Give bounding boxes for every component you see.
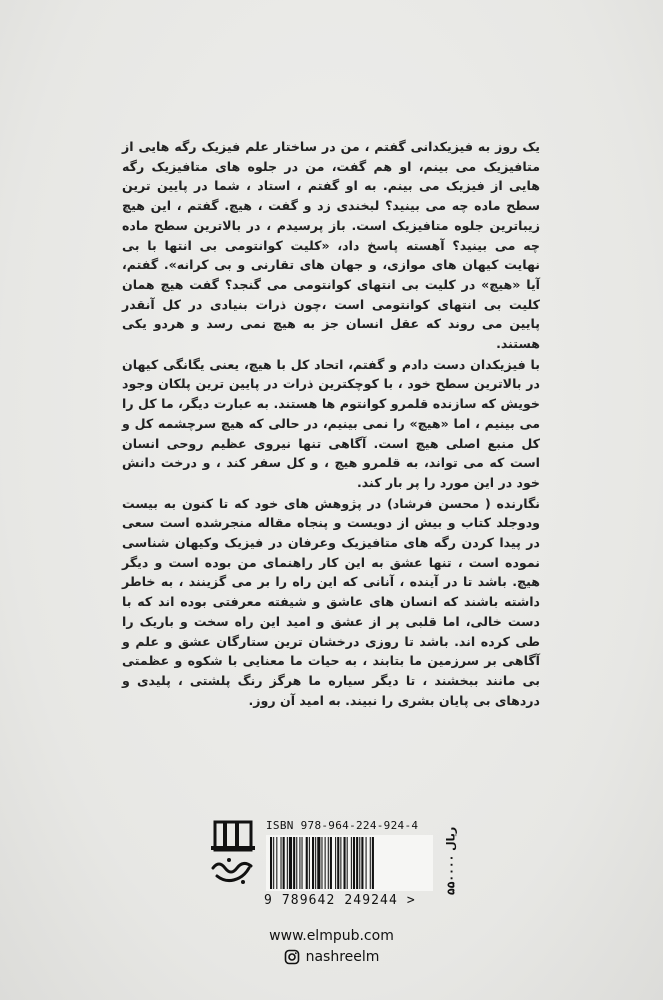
barcode-bar bbox=[287, 837, 288, 889]
barcode-bar bbox=[283, 837, 285, 889]
barcode-bar bbox=[366, 837, 367, 889]
barcode-bar bbox=[328, 837, 329, 889]
barcode-bar bbox=[347, 837, 348, 889]
barcode-bar bbox=[335, 837, 336, 889]
barcode-bar bbox=[372, 837, 374, 889]
paragraph-2: با فیزیکدان دست دادم و گفتم، اتحاد کل با هیچ، یعنی یگانگی کیهان در بالاترین سطح خود ، با کوچکترین ذرات در پایین ترین پلکان وجود خویش که سازنده قلمرو کوانتوم ها هستند. به عبارت دیگر، ما کل را می بینیم ، اما «هیچ» را نمی بینیم، در حالی که هیچ سرچشمه کل و کل منبع اصلی هیچ است. آگاهی تنها نیروی عظیم روحی انسان است که می تواند، به قلمرو هیچ ، و کل سفر کند ، و درخت دانش خود در این مورد را پر بار کند. bbox=[122, 356, 540, 490]
instagram-name: nashreelm bbox=[305, 949, 380, 965]
paragraph-1: یک روز به فیزیکدانی گفتم ، من در ساختار علم فیزیک رگه هایی از متافیزیک می بینم، او هم گفت، من در جلوه های متافیزیک رگه هایی از فیزیک می بینم. به او گفتم ، استاد ، شما در پایین ترین سطح ماده چه می بینید؟ لبخندی زد و گفت ، هیچ. گفتم ، این هیچ زیباترین جلوه متافیزیک است. باز پرسیدم ، در بالاترین سطح ماده چه می بینید؟ آهسته پاسخ داد، «کلیت کوانتومی بی انتها با بی نهایت کیهان های موازی، و جهان های تقارنی و بی کرانه». گفتم، آیا «هیچ» در کلیت بی انتهای کوانتومی می گنجد؟ گفت هیچ همان کلیت بی انتهای کوانتومی است ،چون ذرات بنیادی در کل آنقدر پایین می روند که عقل انسان جز به هیچ نمی رسد و هردو یکی هستند. bbox=[122, 139, 540, 352]
paragraph-3: نگارنده ( محسن فرشاد) در پژوهش های خود که تا کنون به بیست ودوجلد کتاب و بیش از دویست و پنجاه مقاله منجرشده است سعی در پیدا کردن رگه های متافیزیک وعرفان در فیزیک وکیهان شناسی نموده است ، تنها عشق به این کار راهنمای من بوده است و دیگر هیچ. باشد تا در آینده ، آنانی که این راه را بر می گزینند ، به خاطر داشته باشند که انسان های عاشق و شیفته معرفتی بوده اند که با دست خالی، اما قلبی پر از عشق و امید این راه سخت و باریک را طی کرده اند. باشد تا روزی درخشان ترین ستارگان عشق و علم و آگاهی بر سرزمین ما بتابند ، به حیات ما معنایی با شکوه و عظمتی بی مانند ببخشند ، تا دیگر سیاره ما هرگز رنگ پلشتی ، پلیدی و دردهای بی پایان بشری را نبیند. به امید آن روز. bbox=[122, 495, 540, 708]
barcode-bar bbox=[281, 837, 282, 889]
publisher-logo bbox=[207, 820, 259, 888]
barcode-bar bbox=[351, 837, 352, 889]
barcode-bar bbox=[302, 837, 303, 889]
barcode-bar bbox=[293, 837, 295, 889]
barcode-bar bbox=[270, 837, 272, 889]
barcode-bar bbox=[273, 837, 274, 889]
barcode-bar bbox=[361, 837, 363, 889]
isbn: ISBN 978-964-224-924-4 bbox=[266, 819, 419, 832]
website: www.elmpub.com bbox=[269, 928, 394, 944]
instagram-icon bbox=[284, 949, 300, 965]
barcode-bar bbox=[309, 837, 310, 889]
barcode-bar bbox=[276, 837, 277, 889]
barcode bbox=[266, 835, 433, 891]
barcode-number: 9 789642 249244 > bbox=[264, 893, 416, 908]
barcode-bar bbox=[312, 837, 314, 889]
price: ۵۵۰۰۰۰ ریال bbox=[444, 826, 458, 896]
barcode-bar bbox=[321, 837, 322, 889]
barcode-bar bbox=[289, 837, 292, 889]
barcode-bar bbox=[306, 837, 308, 889]
barcode-bar bbox=[353, 837, 355, 889]
barcode-bar bbox=[317, 837, 320, 889]
barcode-bar bbox=[299, 837, 300, 889]
barcode-bar bbox=[325, 837, 326, 889]
barcode-bar bbox=[356, 837, 358, 889]
barcode-bar bbox=[330, 837, 332, 889]
barcode-bar bbox=[359, 837, 360, 889]
barcode-bar bbox=[340, 837, 341, 889]
instagram-handle-row bbox=[0, 949, 663, 965]
cover-description bbox=[122, 137, 540, 710]
barcode-bar bbox=[315, 837, 316, 889]
barcode-bar bbox=[337, 837, 339, 889]
barcode-bar bbox=[344, 837, 346, 889]
barcode-bar bbox=[370, 837, 371, 889]
barcode-bar bbox=[296, 837, 297, 889]
